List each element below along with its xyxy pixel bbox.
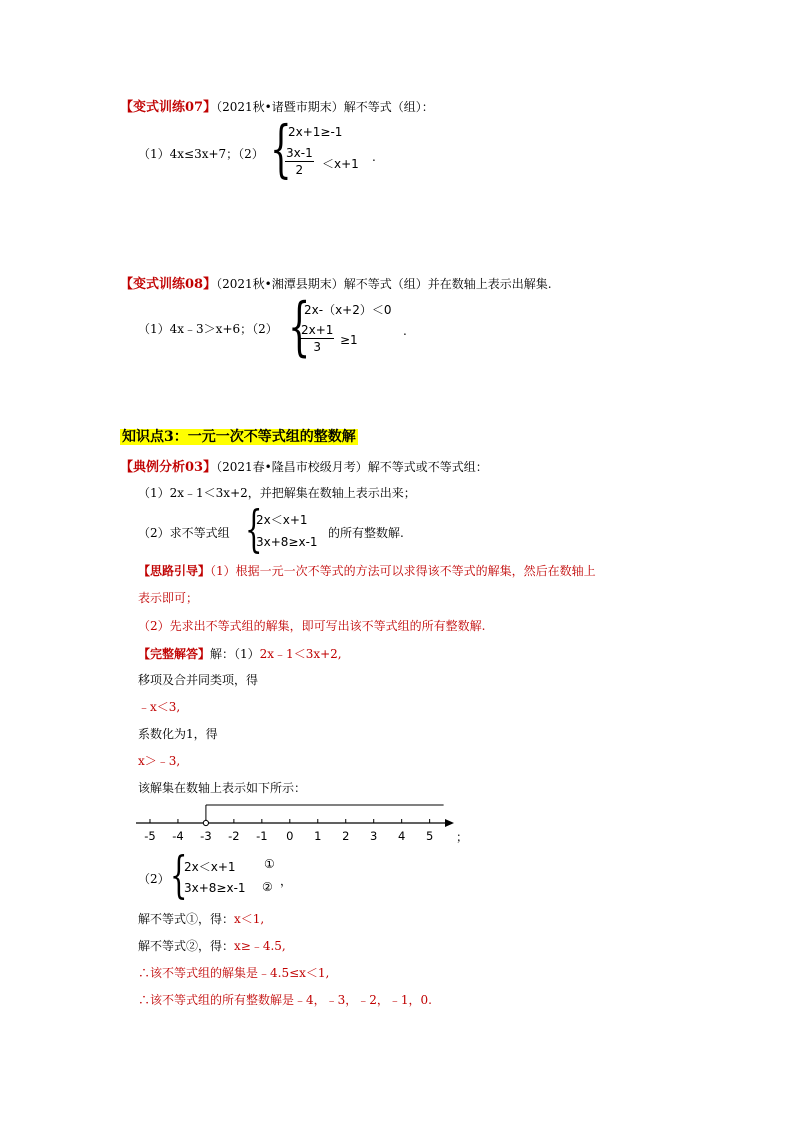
ex03-p2-pre: （2）: [138, 872, 170, 886]
tick-label: 0: [286, 829, 294, 843]
ex03-step3: 该解集在数轴上表示如下所示：: [138, 781, 307, 795]
ex03-p2-mark2: ②: [262, 880, 273, 894]
tick-label: -5: [144, 829, 156, 843]
ex07-frac-num: 3x-1: [286, 146, 313, 160]
ex03-q2-post: 的所有整数解.: [328, 526, 404, 540]
ex07-tag: 【变式训练07】: [120, 100, 217, 115]
ex03-p2-end: ，: [280, 874, 293, 888]
ex07-frac-den: 2: [295, 163, 304, 177]
ex03-conc1: ∴该不等式组的解集是﹣4.5≤x＜1,: [138, 966, 330, 980]
kp3-title-wrap: [120, 426, 358, 446]
ex03-ans-intro: 解：（1）: [210, 647, 260, 661]
tick-label: 5: [425, 829, 434, 843]
ex08-after-frac: ≥1: [340, 333, 358, 347]
ex07-fraction: [285, 146, 314, 177]
ex07-brace-icon: {: [270, 112, 292, 185]
ex03-q2-brace-icon: {: [245, 500, 263, 558]
ex03-res2: x＞﹣3,: [138, 754, 181, 768]
ex03-hint-tag: 【思路引导】: [138, 564, 211, 578]
ex03-q1: （1）2x﹣1＜3x+2，并把解集在数轴上表示出来；: [138, 486, 416, 500]
ex03-sol1-val: x＜1,: [234, 912, 265, 926]
ex07-text: （2021秋•诸暨市期末）解不等式（组）：: [216, 100, 434, 114]
tick-label: -2: [228, 829, 240, 843]
ex03-sol1: [138, 910, 264, 927]
ex03-p2-mark1: ①: [264, 857, 275, 871]
ex08-sys-line1: 2x-（x+2）＜0: [304, 303, 392, 317]
tick-label: 1: [314, 829, 322, 843]
ex03-sol2: [138, 937, 286, 954]
ex03-sol2-val: x≥﹣4.5,: [234, 939, 286, 953]
ex03-q2-line1: 2x＜x+1: [256, 513, 308, 527]
ex03-tag: 【典例分析03】: [120, 460, 217, 475]
ex03-sol2-pre: 解不等式②，得：: [138, 939, 235, 953]
ex03-text: （2021春•隆昌市校级月考）解不等式或不等式组：: [216, 460, 488, 474]
tick-label: 4: [397, 829, 406, 843]
ex03-ans-ineq: 2x﹣1＜3x+2,: [259, 647, 342, 661]
tick-label: 2: [342, 829, 350, 843]
ex03-res1: ﹣x＜3,: [138, 700, 181, 714]
ex08-p1: （1）4x﹣3＞x+6；（2）: [138, 322, 278, 336]
ex08-tag: 【变式训练08】: [120, 277, 217, 292]
ex03-ans-line: [138, 645, 342, 662]
ex08-fraction: [300, 323, 334, 354]
ex08-heading: [120, 273, 552, 292]
tick-label: -1: [256, 829, 268, 843]
ex03-p2-line2: 3x+8≥x-1: [184, 881, 246, 895]
ex07-after-frac: ＜x+1: [322, 157, 359, 171]
ex08-frac-num: 2x+1: [301, 323, 334, 337]
tick-label: 3: [370, 829, 378, 843]
ex03-heading: [120, 456, 488, 475]
ex03-ans-tag: 【完整解答】: [138, 647, 211, 661]
solution-endpoint-open-circle: [203, 820, 208, 825]
tick-label: -4: [172, 829, 184, 843]
ex07-end: .: [372, 150, 376, 164]
ex03-q2-line2: 3x+8≥x-1: [256, 535, 318, 549]
ex08-brace-icon: {: [288, 290, 311, 364]
ex03-hint1b: 表示即可；: [138, 591, 199, 605]
ex03-step1: 移项及合并同类项，得: [138, 673, 259, 687]
ex03-hint-line1: [138, 562, 596, 579]
ex08-frac-den: 3: [313, 340, 322, 354]
kp3-title: 知识点3：一元一次不等式组的整数解: [122, 429, 356, 445]
ex03-p2-brace-icon: {: [170, 846, 188, 904]
axis-end: ；: [456, 830, 469, 844]
axis-arrow-icon: [445, 819, 454, 827]
ex03-step2: 系数化为1，得: [138, 727, 218, 741]
ex08-end: .: [403, 324, 407, 338]
ex07-sys-line1: 2x+1≥-1: [288, 125, 343, 139]
ex03-hint2: （2）先求出不等式组的解集，即可写出该不等式组的所有整数解.: [138, 619, 486, 633]
ex03-q2-pre: （2）求不等式组: [138, 526, 230, 540]
ex03-conc2: ∴该不等式组的所有整数解是﹣4，﹣3，﹣2，﹣1，0.: [138, 993, 432, 1007]
ex07-p1: （1）4x≤3x+7；（2）: [138, 147, 264, 161]
ex03-p2-line1: 2x＜x+1: [184, 860, 236, 874]
ex03-hint1: （1）根据一元一次不等式的方法可以求得该不等式的解集，然后在数轴上: [210, 564, 596, 578]
ex03-sol1-pre: 解不等式①，得：: [138, 912, 235, 926]
tick-label: -3: [200, 829, 212, 843]
ex08-text: （2021秋•湘潭县期末）解不等式（组）并在数轴上表示出解集.: [216, 277, 552, 291]
